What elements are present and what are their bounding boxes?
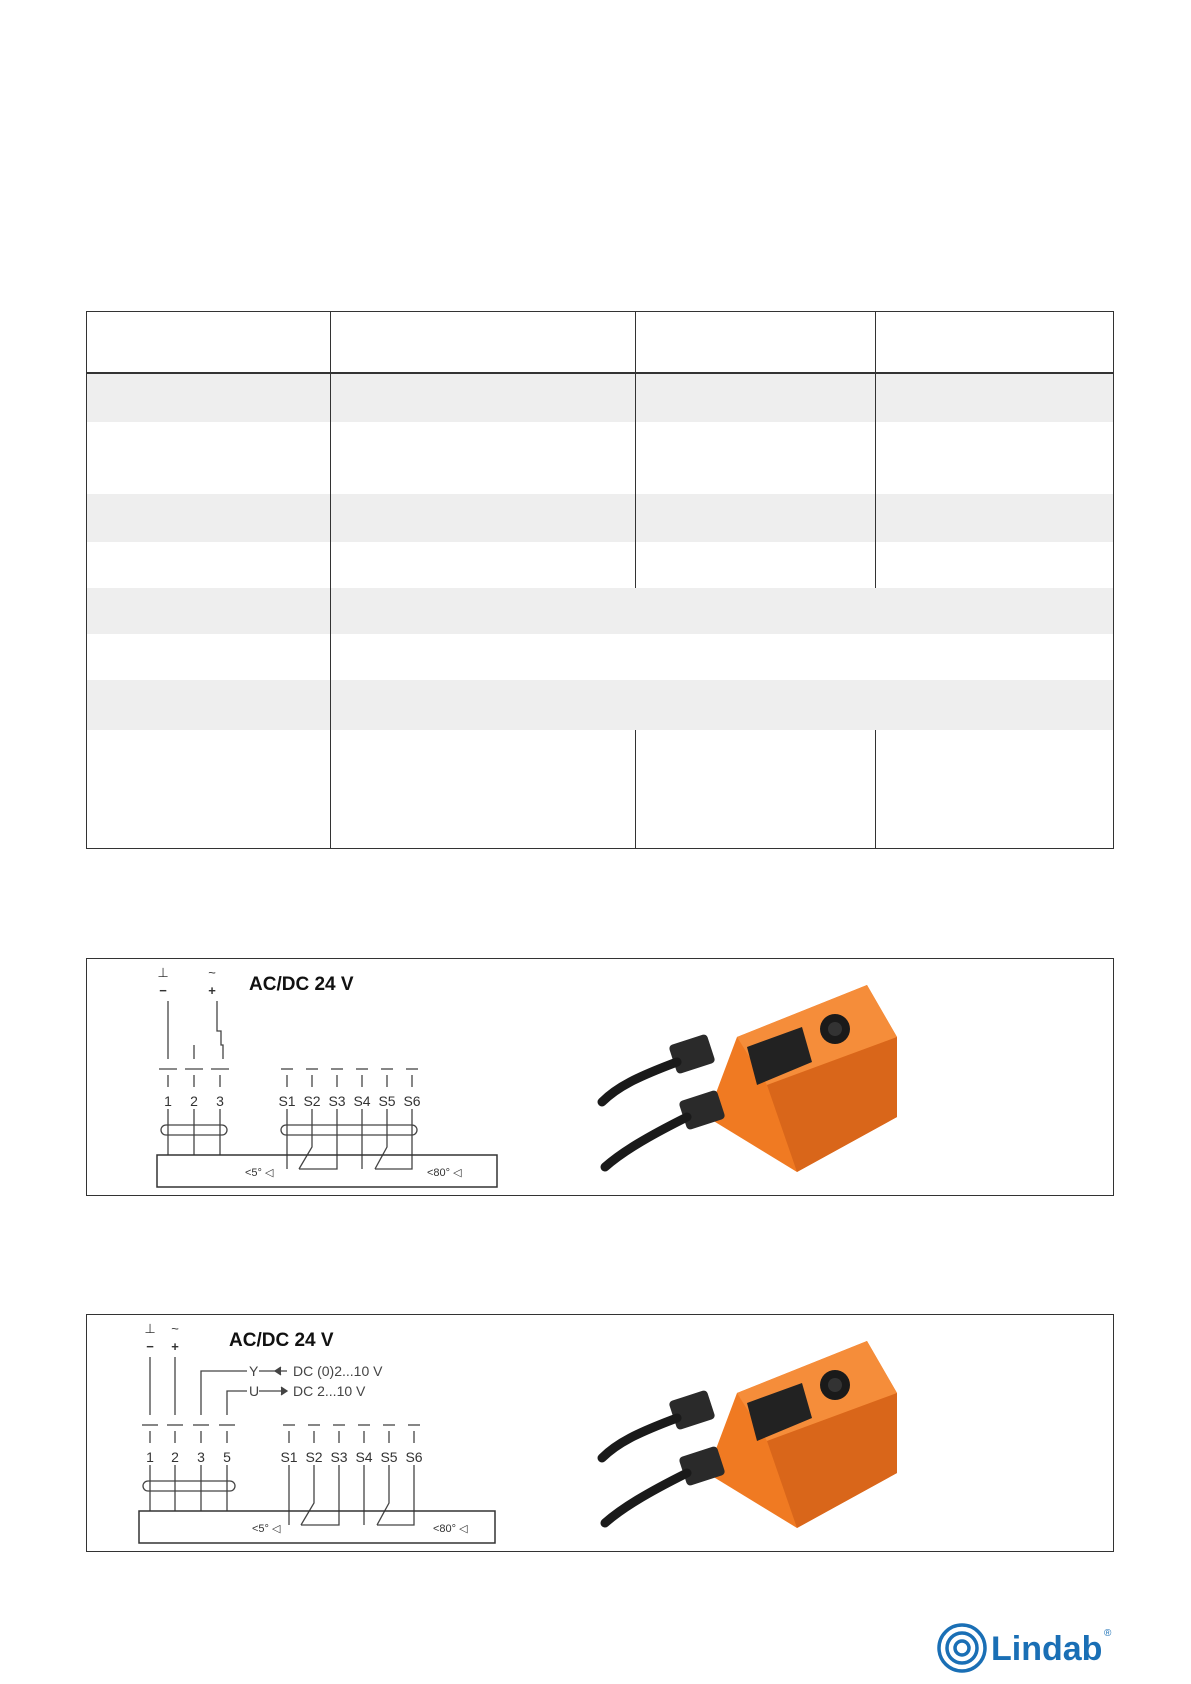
switch-terminal-label: S1 bbox=[280, 1449, 298, 1465]
switch-terminal-label: S5 bbox=[380, 1449, 398, 1465]
actuator-photo bbox=[597, 967, 907, 1189]
table-row bbox=[87, 730, 1113, 848]
table-row bbox=[87, 422, 1113, 494]
logo-wordmark: Lindab bbox=[991, 1630, 1103, 1668]
wiring-diagram-2 bbox=[87, 1315, 587, 1553]
terminal-label: 1 bbox=[164, 1093, 172, 1109]
terminal-label: 3 bbox=[197, 1449, 205, 1465]
plus-symbol: + bbox=[171, 1339, 179, 1354]
terminal-label: 3 bbox=[216, 1093, 224, 1109]
minus-symbol: − bbox=[159, 983, 167, 998]
switch-terminal-label: S6 bbox=[405, 1449, 423, 1465]
switch-terminal-label: S1 bbox=[278, 1093, 296, 1109]
terminal-label: 5 bbox=[223, 1449, 231, 1465]
table-row bbox=[87, 374, 1113, 422]
lindab-logo bbox=[936, 1620, 1116, 1676]
signal-name: U bbox=[249, 1383, 260, 1399]
switch-terminal-label: S3 bbox=[328, 1093, 346, 1109]
plus-symbol: + bbox=[208, 983, 216, 998]
angle-high-label: <80° ◁ bbox=[427, 1167, 462, 1179]
switch-terminal-label: S4 bbox=[355, 1449, 373, 1465]
switch-terminal-label: S6 bbox=[403, 1093, 421, 1109]
signal-range: DC (0)2...10 V bbox=[293, 1363, 383, 1379]
spec-table bbox=[86, 311, 1114, 849]
table-row bbox=[87, 588, 1113, 634]
wiring-diagram-box-1 bbox=[86, 958, 1114, 1196]
wiring-diagram-1 bbox=[87, 959, 587, 1197]
actuator-photo bbox=[597, 1323, 907, 1545]
switch-terminal-label: S2 bbox=[303, 1093, 321, 1109]
ac-symbol: ~ bbox=[171, 1321, 179, 1336]
column-divider bbox=[875, 312, 876, 588]
supply-voltage-label: AC/DC 24 V bbox=[249, 974, 354, 995]
terminal-label: 2 bbox=[190, 1093, 198, 1109]
signal-range: DC 2...10 V bbox=[293, 1383, 366, 1399]
supply-voltage-label: AC/DC 24 V bbox=[229, 1330, 334, 1351]
table-row bbox=[87, 634, 1113, 680]
minus-symbol: − bbox=[146, 1339, 154, 1354]
signal-name: Y bbox=[249, 1363, 259, 1379]
column-divider bbox=[330, 312, 331, 848]
switch-terminal-label: S3 bbox=[330, 1449, 348, 1465]
terminal-label: 2 bbox=[171, 1449, 179, 1465]
column-divider bbox=[875, 730, 876, 848]
ground-symbol: ⊥ bbox=[157, 965, 169, 980]
angle-low-label: <5° ◁ bbox=[245, 1167, 274, 1179]
switch-terminal-label: S4 bbox=[353, 1093, 371, 1109]
angle-low-label: <5° ◁ bbox=[252, 1523, 281, 1535]
table-row bbox=[87, 680, 1113, 730]
column-divider bbox=[635, 312, 636, 588]
terminal-label: 1 bbox=[146, 1449, 154, 1465]
column-divider bbox=[635, 730, 636, 848]
table-row bbox=[87, 494, 1113, 542]
ac-symbol: ~ bbox=[208, 965, 216, 980]
switch-terminal-label: S5 bbox=[378, 1093, 396, 1109]
wiring-diagram-box-2 bbox=[86, 1314, 1114, 1552]
ground-symbol: ⊥ bbox=[144, 1321, 156, 1336]
angle-high-label: <80° ◁ bbox=[433, 1523, 468, 1535]
table-row bbox=[87, 542, 1113, 588]
switch-terminal-label: S2 bbox=[305, 1449, 323, 1465]
registered-mark: ® bbox=[1104, 1628, 1112, 1639]
